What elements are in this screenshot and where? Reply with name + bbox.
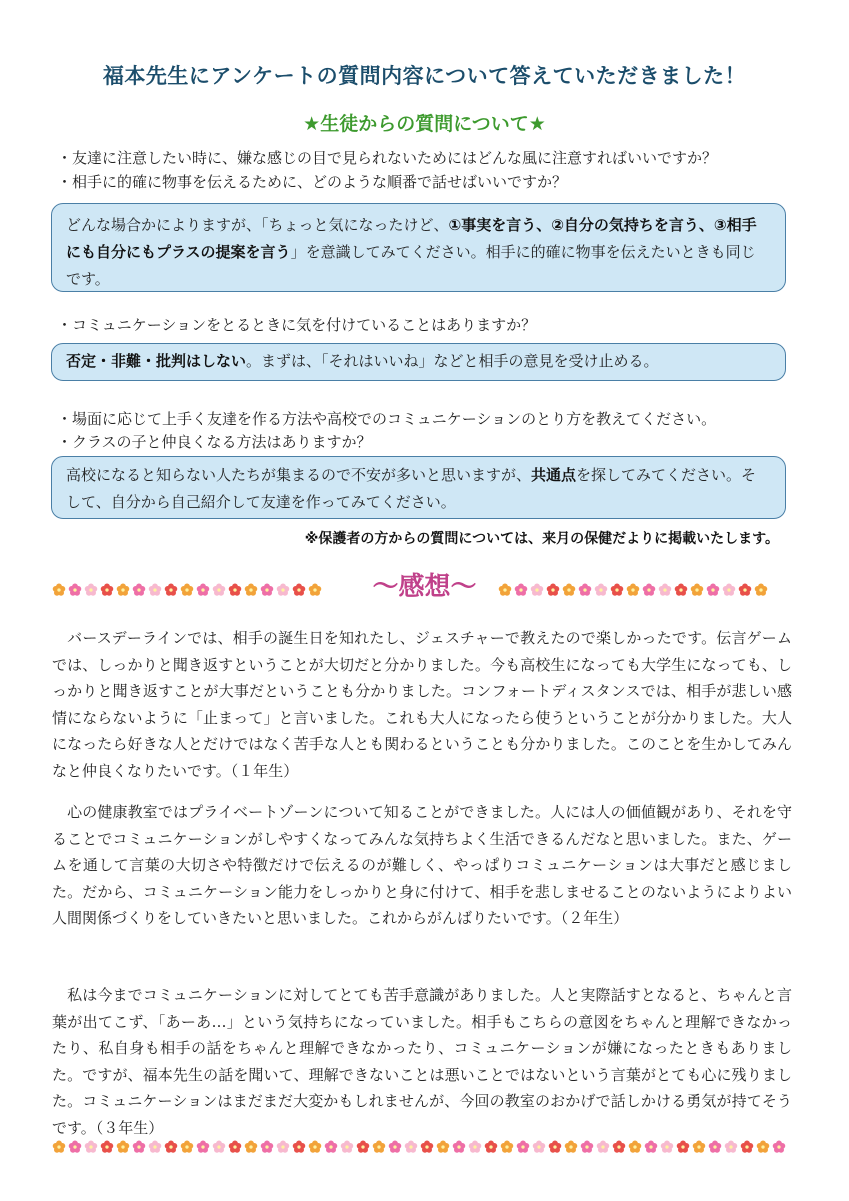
flower-border-bottom [52, 1140, 786, 1154]
flower-icon [754, 583, 768, 597]
flower-icon [468, 1140, 482, 1154]
answer-box [51, 203, 786, 292]
flower-icon [690, 583, 704, 597]
flower-icon [772, 1140, 786, 1154]
answer-text: どんな場合かによりますが、「ちょっと気になったけど、 [66, 216, 449, 234]
flower-icon [548, 1140, 562, 1154]
flower-icon [196, 1140, 210, 1154]
flower-icon [244, 1140, 258, 1154]
flower-icon [692, 1140, 706, 1154]
flower-icon [738, 583, 752, 597]
flower-icon [658, 583, 672, 597]
flower-icon [148, 1140, 162, 1154]
flower-icon [116, 1140, 130, 1154]
answer-box [51, 456, 786, 519]
impression-paragraph: バースデーラインでは、相手の誕生日を知れたし、ジェスチャーで教えたので楽しかったです。伝言ゲームでは、しっかりと聞き返すということが大切だと分かりました。今も高校生になっても大学生になっても、しっかりと聞き返すことが大事だということも分かりました。コンフォートディスタンスでは、相手が悲しい感情にならないように「止まって」と言いました。これも大人になったら使うということが分かりました。大人になったら好きな人とだけではなく苦手な人とも関わるということも分かりました。このことを生かしてみんなと仲良くなりたいです。（１年生） [52, 629, 792, 780]
question-item: ・友達に注意したい時に、嫌な感じの目で見られないためにはどんな風に注意すればいいですか？ [57, 149, 718, 167]
flower-icon [564, 1140, 578, 1154]
flower-icon [642, 583, 656, 597]
flower-icon [276, 1140, 290, 1154]
answer-text: を探してみてください。そして、自分から自己紹介して友達を作ってみてください。 [66, 466, 757, 511]
flower-icon [324, 1140, 338, 1154]
flower-icon [708, 1140, 722, 1154]
answer-emphasis: 共通点 [531, 466, 577, 484]
flower-icon [388, 1140, 402, 1154]
flower-icon [674, 583, 688, 597]
flower-icon [420, 1140, 434, 1154]
section-subtitle: ★生徒からの質問について★ [303, 113, 546, 135]
question-item: ・相手に的確に物事を伝えるために、どのような順番で話せばいいですか？ [57, 173, 568, 191]
impressions-heading: ～感想～ [372, 572, 477, 602]
flower-icon [164, 1140, 178, 1154]
flower-icon [626, 583, 640, 597]
flower-icon [740, 1140, 754, 1154]
flower-icon [594, 583, 608, 597]
answer-text: 高校になると知らない人たちが集まるので不安が多いと思いますが、 [66, 466, 532, 484]
flower-icon [180, 1140, 194, 1154]
flower-icon [706, 583, 720, 597]
flower-icon [100, 1140, 114, 1154]
flower-icon [722, 583, 736, 597]
question-item: ・コミュニケーションをとるときに気を付けていることはありますか？ [57, 316, 537, 334]
answer-box [51, 343, 786, 381]
flower-icon [578, 583, 592, 597]
flower-icon [68, 1140, 82, 1154]
flower-icon [340, 1140, 354, 1154]
flower-icon [724, 1140, 738, 1154]
flower-icon [452, 1140, 466, 1154]
flower-icon [514, 583, 528, 597]
flower-icon [212, 1140, 226, 1154]
flower-icon [52, 1140, 66, 1154]
flower-icon [484, 1140, 498, 1154]
answer-emphasis: 否定・非難・批判はしない [66, 352, 247, 370]
impression-paragraph: 私は今までコミュニケーションに対してとても苦手意識がありました。人と実際話すとなると、ちゃんと言葉が出てこず、「あーあ…」という気持ちになっていました。相手もこちらの意図をちゃんと理解できなかったり、私自身も相手の話をちゃんと理解できなかったり、コミュニケーションが嫌になったときもありました。ですが、福本先生の話を聞いて、理解できないことは悪いことではないという言葉がとても心に残りました。コミュニケーションはまだまだ大変かもしれませんが、今回の教室のおかげで話しかける勇気が持てそうです。（３年生） [52, 986, 792, 1137]
flower-icon [292, 1140, 306, 1154]
flower-icon [580, 1140, 594, 1154]
flower-icon [516, 1140, 530, 1154]
impression-paragraph: 心の健康教室ではプライベートゾーンについて知ることができました。人には人の価値観があり、それを守ることでコミュニケーションがしやすくなってみんな気持ちよく生活できるんだなと思いました。また、ゲームを通して言葉の大切さや特徴だけで伝えるのが難しく、やっぱりコミュニケーションは大事だと感じました。だから、コミュニケーション能力をしっかりと身に付けて、相手を悲しませることのないようによりよい人間関係づくりをしていきたいと思いました。これからがんばりたいです。（２年生） [52, 803, 792, 928]
flower-icon [84, 1140, 98, 1154]
flower-icon [500, 1140, 514, 1154]
flower-icon [612, 1140, 626, 1154]
flower-icon [562, 583, 576, 597]
parent-note: ※保護者の方からの質問については、来月の保健だよりに掲載いたします。 [304, 531, 779, 547]
flower-icon [546, 583, 560, 597]
flower-icon [308, 1140, 322, 1154]
page-title: 福本先生にアンケートの質問内容について答えていただきました！ [102, 64, 747, 88]
flower-icon [660, 1140, 674, 1154]
flower-icon [596, 1140, 610, 1154]
answer-text: 。まずは、「それはいいね」などと相手の意見を受け止める。 [246, 352, 659, 370]
flower-icon [228, 1140, 242, 1154]
flower-icon [498, 583, 512, 597]
flower-border-right [498, 583, 768, 597]
flower-icon [260, 1140, 274, 1154]
flower-icon [404, 1140, 418, 1154]
flower-icon [532, 1140, 546, 1154]
flower-icon [436, 1140, 450, 1154]
flower-icon [372, 1140, 386, 1154]
flower-icon [756, 1140, 770, 1154]
answer-emphasis: ①事実を言う、②自分の気持ちを言う、③相手にも自分にもプラスの提案を言う [66, 216, 757, 261]
flower-icon [356, 1140, 370, 1154]
flower-icon [530, 583, 544, 597]
flower-icon [644, 1140, 658, 1154]
flower-icon [628, 1140, 642, 1154]
flower-icon [610, 583, 624, 597]
question-item: ・場面に応じて上手く友達を作る方法や高校でのコミュニケーションのとり方を教えてください。 [57, 410, 717, 428]
question-item: ・クラスの子と仲良くなる方法はありますか？ [57, 433, 372, 451]
answer-text: 」を意識してみてください。相手に的確に物事を伝えたいときも同じです。 [66, 243, 756, 288]
flower-icon [132, 1140, 146, 1154]
flower-icon [676, 1140, 690, 1154]
